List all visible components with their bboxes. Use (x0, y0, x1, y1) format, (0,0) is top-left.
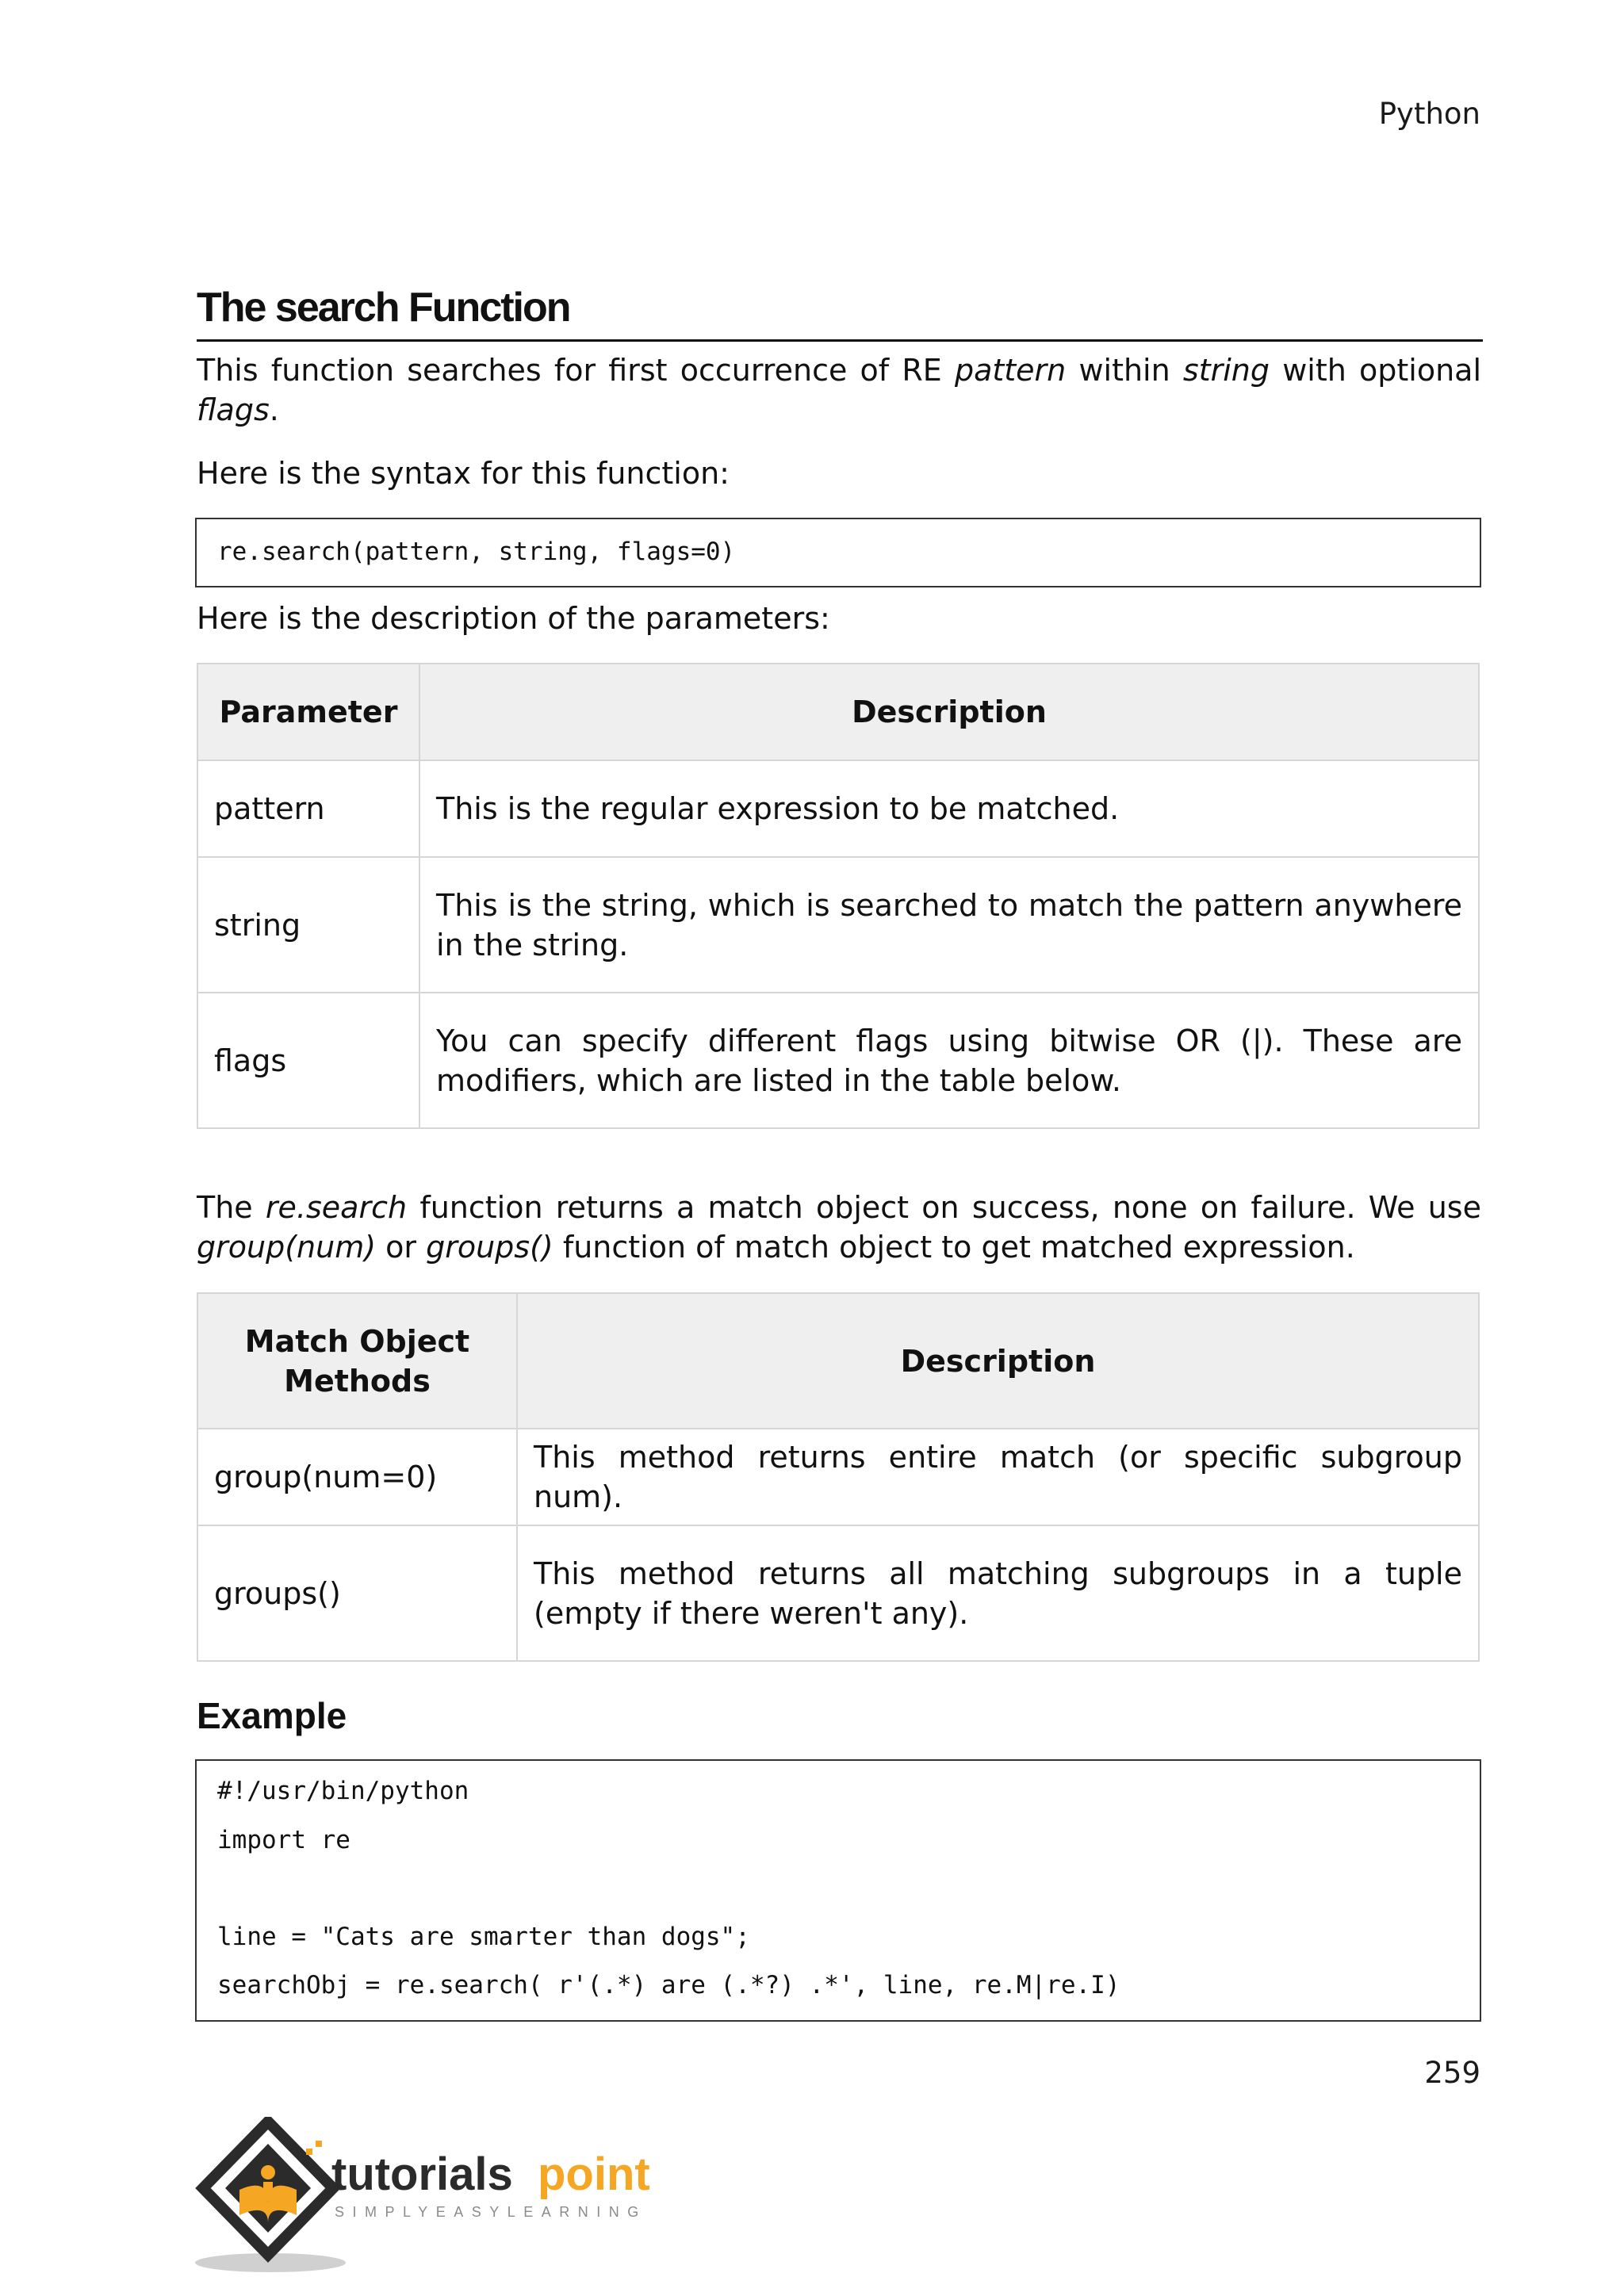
header-methods: Match Object Methods (197, 1293, 517, 1429)
logo-word-tutorials: tutorials (331, 2149, 513, 2200)
intro-text: This function searches for first occurrence of RE (197, 353, 955, 388)
returns-paragraph (197, 1188, 1481, 1267)
intro-text: within (1066, 353, 1183, 388)
logo-word-point: point (538, 2149, 650, 2200)
logo-tagline: SIMPLYEASYLEARNING (335, 2204, 647, 2220)
intro-pattern-term: pattern (954, 353, 1067, 388)
intro-paragraph (197, 350, 1481, 430)
header-description: Description (419, 664, 1479, 760)
example-heading: Example (197, 1695, 347, 1736)
param-name: pattern (197, 760, 419, 857)
code-line: line = "Cats are smarter than dogs"; (217, 1923, 750, 1951)
section-title: The search Function (197, 279, 1483, 342)
syntax-code-line: re.search(pattern, string, flags=0) (217, 538, 736, 566)
method-name: groups() (197, 1525, 517, 1661)
returns-group-term: group(num) (197, 1230, 377, 1265)
intro-flags-term: flags (197, 392, 270, 427)
params-intro: Here is the description of the parameters: (197, 601, 830, 636)
returns-groups-term: groups() (426, 1230, 553, 1265)
returns-fn-term: re.search (265, 1190, 408, 1225)
table-header-row (197, 664, 1479, 760)
param-description: This is the regular expression to be matched. (419, 760, 1479, 857)
syntax-intro: Here is the syntax for this function: (197, 456, 730, 491)
intro-string-term: string (1182, 353, 1270, 388)
returns-text: function returns a match object on success, none on failure. We use (407, 1190, 1481, 1225)
table-row (197, 760, 1479, 857)
logo-figure-body (263, 2182, 273, 2201)
returns-text: The (197, 1190, 266, 1225)
logo-spark (306, 2149, 312, 2155)
header-description: Description (517, 1293, 1479, 1429)
header-parameter: Parameter (197, 664, 419, 760)
method-name: group(num=0) (197, 1429, 517, 1525)
intro-text: . (269, 392, 279, 427)
param-name: string (197, 857, 419, 993)
syntax-code-block (195, 518, 1481, 587)
returns-text: function of match object to get matched expression. (553, 1230, 1355, 1265)
tutorialspoint-logo (195, 2117, 695, 2275)
running-header: Python (1378, 97, 1480, 131)
table-row (197, 993, 1479, 1128)
example-code-block (195, 1759, 1481, 2022)
table-row (197, 1525, 1479, 1661)
returns-text: or (376, 1230, 427, 1265)
parameters-table (197, 663, 1480, 1129)
code-line: #!/usr/bin/python (217, 1777, 469, 1805)
intro-text: with optional (1270, 353, 1482, 388)
page-number: 259 (1424, 2056, 1480, 2090)
logo-figure-head (261, 2165, 275, 2179)
param-name: flags (197, 993, 419, 1128)
code-line: import re (217, 1826, 350, 1854)
code-line: searchObj = re.search( r'(.*) are (.*?) .*', line, re.M|re.I) (217, 1971, 1120, 1999)
method-description: This method returns entire match (or specific subgroup num). (517, 1429, 1479, 1525)
table-header-row (197, 1293, 1479, 1429)
method-description: This method returns all matching subgroups in a tuple (empty if there weren't any). (517, 1525, 1479, 1661)
param-description: You can specify different flags using bitwise OR (|). These are modifiers, which are listed in the table below. (419, 993, 1479, 1128)
match-methods-table (197, 1292, 1480, 1662)
param-description: This is the string, which is searched to match the pattern anywhere in the string. (419, 857, 1479, 993)
table-row (197, 857, 1479, 993)
table-row (197, 1429, 1479, 1525)
logo-spark (316, 2141, 322, 2147)
